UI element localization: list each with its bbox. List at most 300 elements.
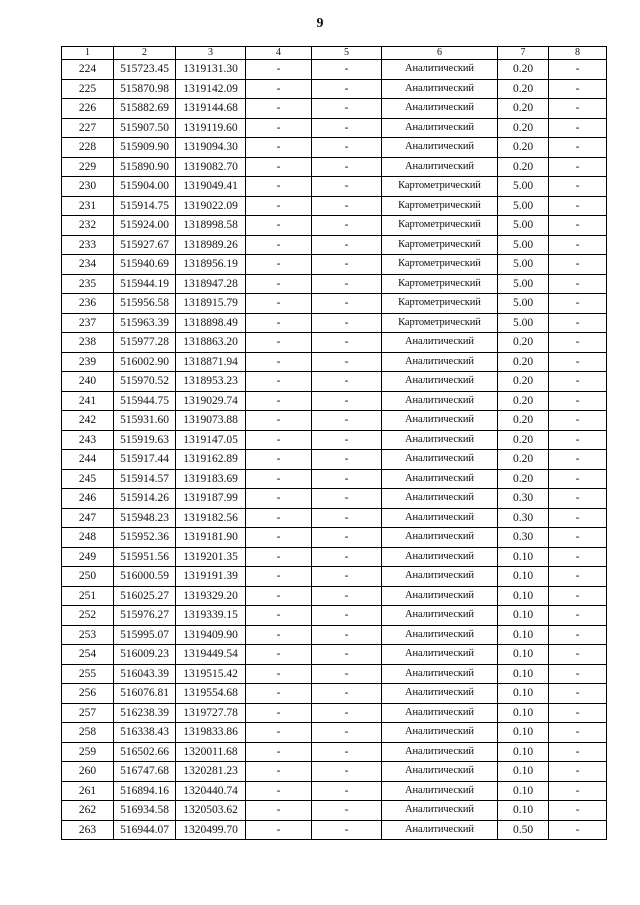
column-4-cell: -	[246, 372, 312, 392]
column-header: 1	[62, 47, 114, 60]
x-coordinate-cell: 516934.58	[114, 801, 176, 821]
accuracy-cell: 0.10	[498, 547, 549, 567]
column-4-cell: -	[246, 625, 312, 645]
method-cell: Аналитический	[382, 391, 498, 411]
method-cell: Аналитический	[382, 801, 498, 821]
method-cell: Аналитический	[382, 138, 498, 158]
y-coordinate-cell: 1319082.70	[176, 157, 246, 177]
point-number-cell: 236	[62, 294, 114, 314]
column-5-cell: -	[312, 352, 382, 372]
point-number-cell: 249	[62, 547, 114, 567]
column-5-cell: -	[312, 606, 382, 626]
y-coordinate-cell: 1319191.39	[176, 567, 246, 587]
point-number-cell: 256	[62, 684, 114, 704]
column-4-cell: -	[246, 255, 312, 275]
y-coordinate-cell: 1318898.49	[176, 313, 246, 333]
column-8-cell: -	[549, 781, 607, 801]
column-5-cell: -	[312, 391, 382, 411]
column-5-cell: -	[312, 703, 382, 723]
point-number-cell: 231	[62, 196, 114, 216]
column-4-cell: -	[246, 567, 312, 587]
table-row	[62, 762, 607, 782]
column-4-cell: -	[246, 684, 312, 704]
method-cell: Аналитический	[382, 586, 498, 606]
method-cell: Картометрический	[382, 235, 498, 255]
y-coordinate-cell: 1319339.15	[176, 606, 246, 626]
method-cell: Аналитический	[382, 567, 498, 587]
method-cell: Картометрический	[382, 216, 498, 236]
table-row	[62, 684, 607, 704]
accuracy-cell: 0.20	[498, 450, 549, 470]
method-cell: Аналитический	[382, 742, 498, 762]
point-number-cell: 259	[62, 742, 114, 762]
x-coordinate-cell: 516009.23	[114, 645, 176, 665]
table-row	[62, 177, 607, 197]
y-coordinate-cell: 1319131.30	[176, 60, 246, 80]
table-row	[62, 820, 607, 840]
accuracy-cell: 0.10	[498, 645, 549, 665]
x-coordinate-cell: 516076.81	[114, 684, 176, 704]
table-row	[62, 801, 607, 821]
accuracy-cell: 0.20	[498, 333, 549, 353]
accuracy-cell: 0.20	[498, 79, 549, 99]
accuracy-cell: 0.10	[498, 664, 549, 684]
accuracy-cell: 0.20	[498, 60, 549, 80]
column-4-cell: -	[246, 762, 312, 782]
accuracy-cell: 0.10	[498, 606, 549, 626]
column-4-cell: -	[246, 177, 312, 197]
column-8-cell: -	[549, 138, 607, 158]
column-4-cell: -	[246, 411, 312, 431]
x-coordinate-cell: 515995.07	[114, 625, 176, 645]
column-4-cell: -	[246, 742, 312, 762]
accuracy-cell: 0.20	[498, 430, 549, 450]
x-coordinate-cell: 515723.45	[114, 60, 176, 80]
x-coordinate-cell: 515944.19	[114, 274, 176, 294]
column-5-cell: -	[312, 79, 382, 99]
method-cell: Аналитический	[382, 820, 498, 840]
column-5-cell: -	[312, 411, 382, 431]
column-4-cell: -	[246, 294, 312, 314]
method-cell: Аналитический	[382, 157, 498, 177]
point-number-cell: 235	[62, 274, 114, 294]
point-number-cell: 263	[62, 820, 114, 840]
column-8-cell: -	[549, 703, 607, 723]
column-8-cell: -	[549, 742, 607, 762]
column-5-cell: -	[312, 567, 382, 587]
column-5-cell: -	[312, 430, 382, 450]
y-coordinate-cell: 1319147.05	[176, 430, 246, 450]
y-coordinate-cell: 1318915.79	[176, 294, 246, 314]
y-coordinate-cell: 1319187.99	[176, 489, 246, 509]
point-number-cell: 258	[62, 723, 114, 743]
column-header: 2	[114, 47, 176, 60]
column-8-cell: -	[549, 157, 607, 177]
column-8-cell: -	[549, 177, 607, 197]
column-5-cell: -	[312, 489, 382, 509]
y-coordinate-cell: 1319449.54	[176, 645, 246, 665]
column-5-cell: -	[312, 450, 382, 470]
y-coordinate-cell: 1320011.68	[176, 742, 246, 762]
method-cell: Аналитический	[382, 333, 498, 353]
column-5-cell: -	[312, 177, 382, 197]
method-cell: Аналитический	[382, 723, 498, 743]
column-5-cell: -	[312, 469, 382, 489]
column-4-cell: -	[246, 547, 312, 567]
column-8-cell: -	[549, 664, 607, 684]
column-5-cell: -	[312, 235, 382, 255]
table-row	[62, 723, 607, 743]
column-5-cell: -	[312, 60, 382, 80]
column-4-cell: -	[246, 60, 312, 80]
column-8-cell: -	[549, 118, 607, 138]
accuracy-cell: 0.20	[498, 118, 549, 138]
table-row	[62, 411, 607, 431]
table-row	[62, 391, 607, 411]
column-5-cell: -	[312, 645, 382, 665]
method-cell: Картометрический	[382, 294, 498, 314]
accuracy-cell: 5.00	[498, 196, 549, 216]
table-row	[62, 255, 607, 275]
x-coordinate-cell: 516025.27	[114, 586, 176, 606]
column-8-cell: -	[549, 625, 607, 645]
column-8-cell: -	[549, 489, 607, 509]
table-row	[62, 625, 607, 645]
accuracy-cell: 5.00	[498, 216, 549, 236]
accuracy-cell: 0.30	[498, 489, 549, 509]
table-row	[62, 430, 607, 450]
point-number-cell: 251	[62, 586, 114, 606]
column-5-cell: -	[312, 138, 382, 158]
column-5-cell: -	[312, 547, 382, 567]
y-coordinate-cell: 1320281.23	[176, 762, 246, 782]
column-4-cell: -	[246, 508, 312, 528]
column-8-cell: -	[549, 196, 607, 216]
point-number-cell: 237	[62, 313, 114, 333]
table-row	[62, 138, 607, 158]
column-8-cell: -	[549, 274, 607, 294]
method-cell: Аналитический	[382, 703, 498, 723]
y-coordinate-cell: 1319094.30	[176, 138, 246, 158]
column-4-cell: -	[246, 801, 312, 821]
point-number-cell: 250	[62, 567, 114, 587]
method-cell: Аналитический	[382, 508, 498, 528]
table-row	[62, 703, 607, 723]
table-row	[62, 567, 607, 587]
table-row	[62, 372, 607, 392]
y-coordinate-cell: 1318989.26	[176, 235, 246, 255]
accuracy-cell: 5.00	[498, 235, 549, 255]
accuracy-cell: 5.00	[498, 255, 549, 275]
column-8-cell: -	[549, 606, 607, 626]
point-number-cell: 253	[62, 625, 114, 645]
y-coordinate-cell: 1319142.09	[176, 79, 246, 99]
table-row	[62, 216, 607, 236]
point-number-cell: 243	[62, 430, 114, 450]
point-number-cell: 225	[62, 79, 114, 99]
method-cell: Аналитический	[382, 489, 498, 509]
column-4-cell: -	[246, 450, 312, 470]
accuracy-cell: 0.10	[498, 801, 549, 821]
table-row	[62, 157, 607, 177]
column-8-cell: -	[549, 352, 607, 372]
column-8-cell: -	[549, 60, 607, 80]
column-5-cell: -	[312, 684, 382, 704]
x-coordinate-cell: 515948.23	[114, 508, 176, 528]
y-coordinate-cell: 1319833.86	[176, 723, 246, 743]
accuracy-cell: 5.00	[498, 177, 549, 197]
column-5-cell: -	[312, 742, 382, 762]
point-number-cell: 246	[62, 489, 114, 509]
column-8-cell: -	[549, 508, 607, 528]
table-row	[62, 664, 607, 684]
accuracy-cell: 0.20	[498, 372, 549, 392]
column-5-cell: -	[312, 664, 382, 684]
point-number-cell: 257	[62, 703, 114, 723]
column-4-cell: -	[246, 352, 312, 372]
table-row	[62, 508, 607, 528]
column-4-cell: -	[246, 820, 312, 840]
y-coordinate-cell: 1319727.78	[176, 703, 246, 723]
column-4-cell: -	[246, 469, 312, 489]
method-cell: Аналитический	[382, 684, 498, 704]
column-5-cell: -	[312, 762, 382, 782]
x-coordinate-cell: 515963.39	[114, 313, 176, 333]
x-coordinate-cell: 515919.63	[114, 430, 176, 450]
method-cell: Аналитический	[382, 79, 498, 99]
column-8-cell: -	[549, 801, 607, 821]
column-4-cell: -	[246, 391, 312, 411]
accuracy-cell: 0.10	[498, 723, 549, 743]
column-4-cell: -	[246, 157, 312, 177]
column-4-cell: -	[246, 79, 312, 99]
point-number-cell: 228	[62, 138, 114, 158]
y-coordinate-cell: 1319022.09	[176, 196, 246, 216]
point-number-cell: 226	[62, 99, 114, 119]
method-cell: Аналитический	[382, 625, 498, 645]
accuracy-cell: 0.20	[498, 99, 549, 119]
x-coordinate-cell: 516000.59	[114, 567, 176, 587]
x-coordinate-cell: 515914.75	[114, 196, 176, 216]
point-number-cell: 240	[62, 372, 114, 392]
y-coordinate-cell: 1319119.60	[176, 118, 246, 138]
coordinates-table	[61, 46, 607, 840]
accuracy-cell: 0.10	[498, 762, 549, 782]
accuracy-cell: 0.20	[498, 469, 549, 489]
accuracy-cell: 0.20	[498, 352, 549, 372]
column-4-cell: -	[246, 138, 312, 158]
x-coordinate-cell: 516238.39	[114, 703, 176, 723]
method-cell: Картометрический	[382, 313, 498, 333]
table-row	[62, 294, 607, 314]
column-5-cell: -	[312, 294, 382, 314]
accuracy-cell: 5.00	[498, 274, 549, 294]
column-8-cell: -	[549, 547, 607, 567]
column-8-cell: -	[549, 411, 607, 431]
x-coordinate-cell: 515940.69	[114, 255, 176, 275]
accuracy-cell: 0.10	[498, 742, 549, 762]
method-cell: Аналитический	[382, 547, 498, 567]
accuracy-cell: 0.10	[498, 684, 549, 704]
table-row	[62, 528, 607, 548]
column-5-cell: -	[312, 333, 382, 353]
x-coordinate-cell: 515890.90	[114, 157, 176, 177]
point-number-cell: 242	[62, 411, 114, 431]
x-coordinate-cell: 515931.60	[114, 411, 176, 431]
x-coordinate-cell: 515917.44	[114, 450, 176, 470]
x-coordinate-cell: 516002.90	[114, 352, 176, 372]
column-4-cell: -	[246, 781, 312, 801]
method-cell: Картометрический	[382, 274, 498, 294]
column-4-cell: -	[246, 528, 312, 548]
y-coordinate-cell: 1319515.42	[176, 664, 246, 684]
column-8-cell: -	[549, 430, 607, 450]
column-8-cell: -	[549, 333, 607, 353]
column-8-cell: -	[549, 391, 607, 411]
column-8-cell: -	[549, 684, 607, 704]
y-coordinate-cell: 1319182.56	[176, 508, 246, 528]
y-coordinate-cell: 1318998.58	[176, 216, 246, 236]
accuracy-cell: 5.00	[498, 313, 549, 333]
column-header: 7	[498, 47, 549, 60]
method-cell: Аналитический	[382, 99, 498, 119]
accuracy-cell: 0.20	[498, 391, 549, 411]
column-header: 6	[382, 47, 498, 60]
accuracy-cell: 0.20	[498, 157, 549, 177]
column-5-cell: -	[312, 528, 382, 548]
y-coordinate-cell: 1319029.74	[176, 391, 246, 411]
x-coordinate-cell: 515914.26	[114, 489, 176, 509]
accuracy-cell: 0.10	[498, 567, 549, 587]
point-number-cell: 255	[62, 664, 114, 684]
table-row	[62, 79, 607, 99]
table-row	[62, 586, 607, 606]
x-coordinate-cell: 516338.43	[114, 723, 176, 743]
y-coordinate-cell: 1320499.70	[176, 820, 246, 840]
column-5-cell: -	[312, 508, 382, 528]
column-4-cell: -	[246, 586, 312, 606]
point-number-cell: 229	[62, 157, 114, 177]
table-row	[62, 352, 607, 372]
method-cell: Аналитический	[382, 645, 498, 665]
column-8-cell: -	[549, 235, 607, 255]
point-number-cell: 224	[62, 60, 114, 80]
column-8-cell: -	[549, 586, 607, 606]
accuracy-cell: 0.10	[498, 625, 549, 645]
column-header: 4	[246, 47, 312, 60]
table-row	[62, 547, 607, 567]
method-cell: Аналитический	[382, 469, 498, 489]
column-4-cell: -	[246, 723, 312, 743]
x-coordinate-cell: 515904.00	[114, 177, 176, 197]
x-coordinate-cell: 515924.00	[114, 216, 176, 236]
table-row	[62, 118, 607, 138]
column-8-cell: -	[549, 450, 607, 470]
point-number-cell: 254	[62, 645, 114, 665]
accuracy-cell: 0.20	[498, 138, 549, 158]
column-4-cell: -	[246, 99, 312, 119]
point-number-cell: 232	[62, 216, 114, 236]
column-4-cell: -	[246, 645, 312, 665]
y-coordinate-cell: 1318947.28	[176, 274, 246, 294]
y-coordinate-cell: 1319144.68	[176, 99, 246, 119]
y-coordinate-cell: 1319181.90	[176, 528, 246, 548]
method-cell: Аналитический	[382, 762, 498, 782]
column-8-cell: -	[549, 79, 607, 99]
column-4-cell: -	[246, 196, 312, 216]
table-row	[62, 333, 607, 353]
table-row	[62, 60, 607, 80]
x-coordinate-cell: 515976.27	[114, 606, 176, 626]
column-header: 3	[176, 47, 246, 60]
x-coordinate-cell: 515870.98	[114, 79, 176, 99]
point-number-cell: 260	[62, 762, 114, 782]
y-coordinate-cell: 1319554.68	[176, 684, 246, 704]
point-number-cell: 248	[62, 528, 114, 548]
x-coordinate-cell: 515952.36	[114, 528, 176, 548]
method-cell: Аналитический	[382, 781, 498, 801]
x-coordinate-cell: 515951.56	[114, 547, 176, 567]
column-8-cell: -	[549, 313, 607, 333]
point-number-cell: 227	[62, 118, 114, 138]
method-cell: Аналитический	[382, 352, 498, 372]
y-coordinate-cell: 1319409.90	[176, 625, 246, 645]
x-coordinate-cell: 516043.39	[114, 664, 176, 684]
method-cell: Аналитический	[382, 450, 498, 470]
column-4-cell: -	[246, 664, 312, 684]
point-number-cell: 245	[62, 469, 114, 489]
column-4-cell: -	[246, 606, 312, 626]
accuracy-cell: 0.10	[498, 586, 549, 606]
column-4-cell: -	[246, 313, 312, 333]
column-4-cell: -	[246, 274, 312, 294]
method-cell: Картометрический	[382, 196, 498, 216]
column-4-cell: -	[246, 430, 312, 450]
y-coordinate-cell: 1319329.20	[176, 586, 246, 606]
accuracy-cell: 0.30	[498, 528, 549, 548]
x-coordinate-cell: 515977.28	[114, 333, 176, 353]
column-5-cell: -	[312, 801, 382, 821]
column-4-cell: -	[246, 216, 312, 236]
x-coordinate-cell: 516944.07	[114, 820, 176, 840]
method-cell: Аналитический	[382, 411, 498, 431]
column-8-cell: -	[549, 99, 607, 119]
x-coordinate-cell: 515907.50	[114, 118, 176, 138]
column-8-cell: -	[549, 762, 607, 782]
point-number-cell: 241	[62, 391, 114, 411]
method-cell: Аналитический	[382, 664, 498, 684]
table-row	[62, 742, 607, 762]
accuracy-cell: 0.20	[498, 411, 549, 431]
table-row	[62, 196, 607, 216]
column-5-cell: -	[312, 118, 382, 138]
table-row	[62, 235, 607, 255]
accuracy-cell: 0.50	[498, 820, 549, 840]
column-8-cell: -	[549, 820, 607, 840]
method-cell: Аналитический	[382, 528, 498, 548]
table-row	[62, 99, 607, 119]
table-body	[62, 60, 607, 840]
column-5-cell: -	[312, 820, 382, 840]
column-8-cell: -	[549, 723, 607, 743]
column-4-cell: -	[246, 333, 312, 353]
method-cell: Картометрический	[382, 255, 498, 275]
table-row	[62, 606, 607, 626]
column-5-cell: -	[312, 196, 382, 216]
x-coordinate-cell: 515970.52	[114, 372, 176, 392]
y-coordinate-cell: 1319162.89	[176, 450, 246, 470]
column-4-cell: -	[246, 489, 312, 509]
